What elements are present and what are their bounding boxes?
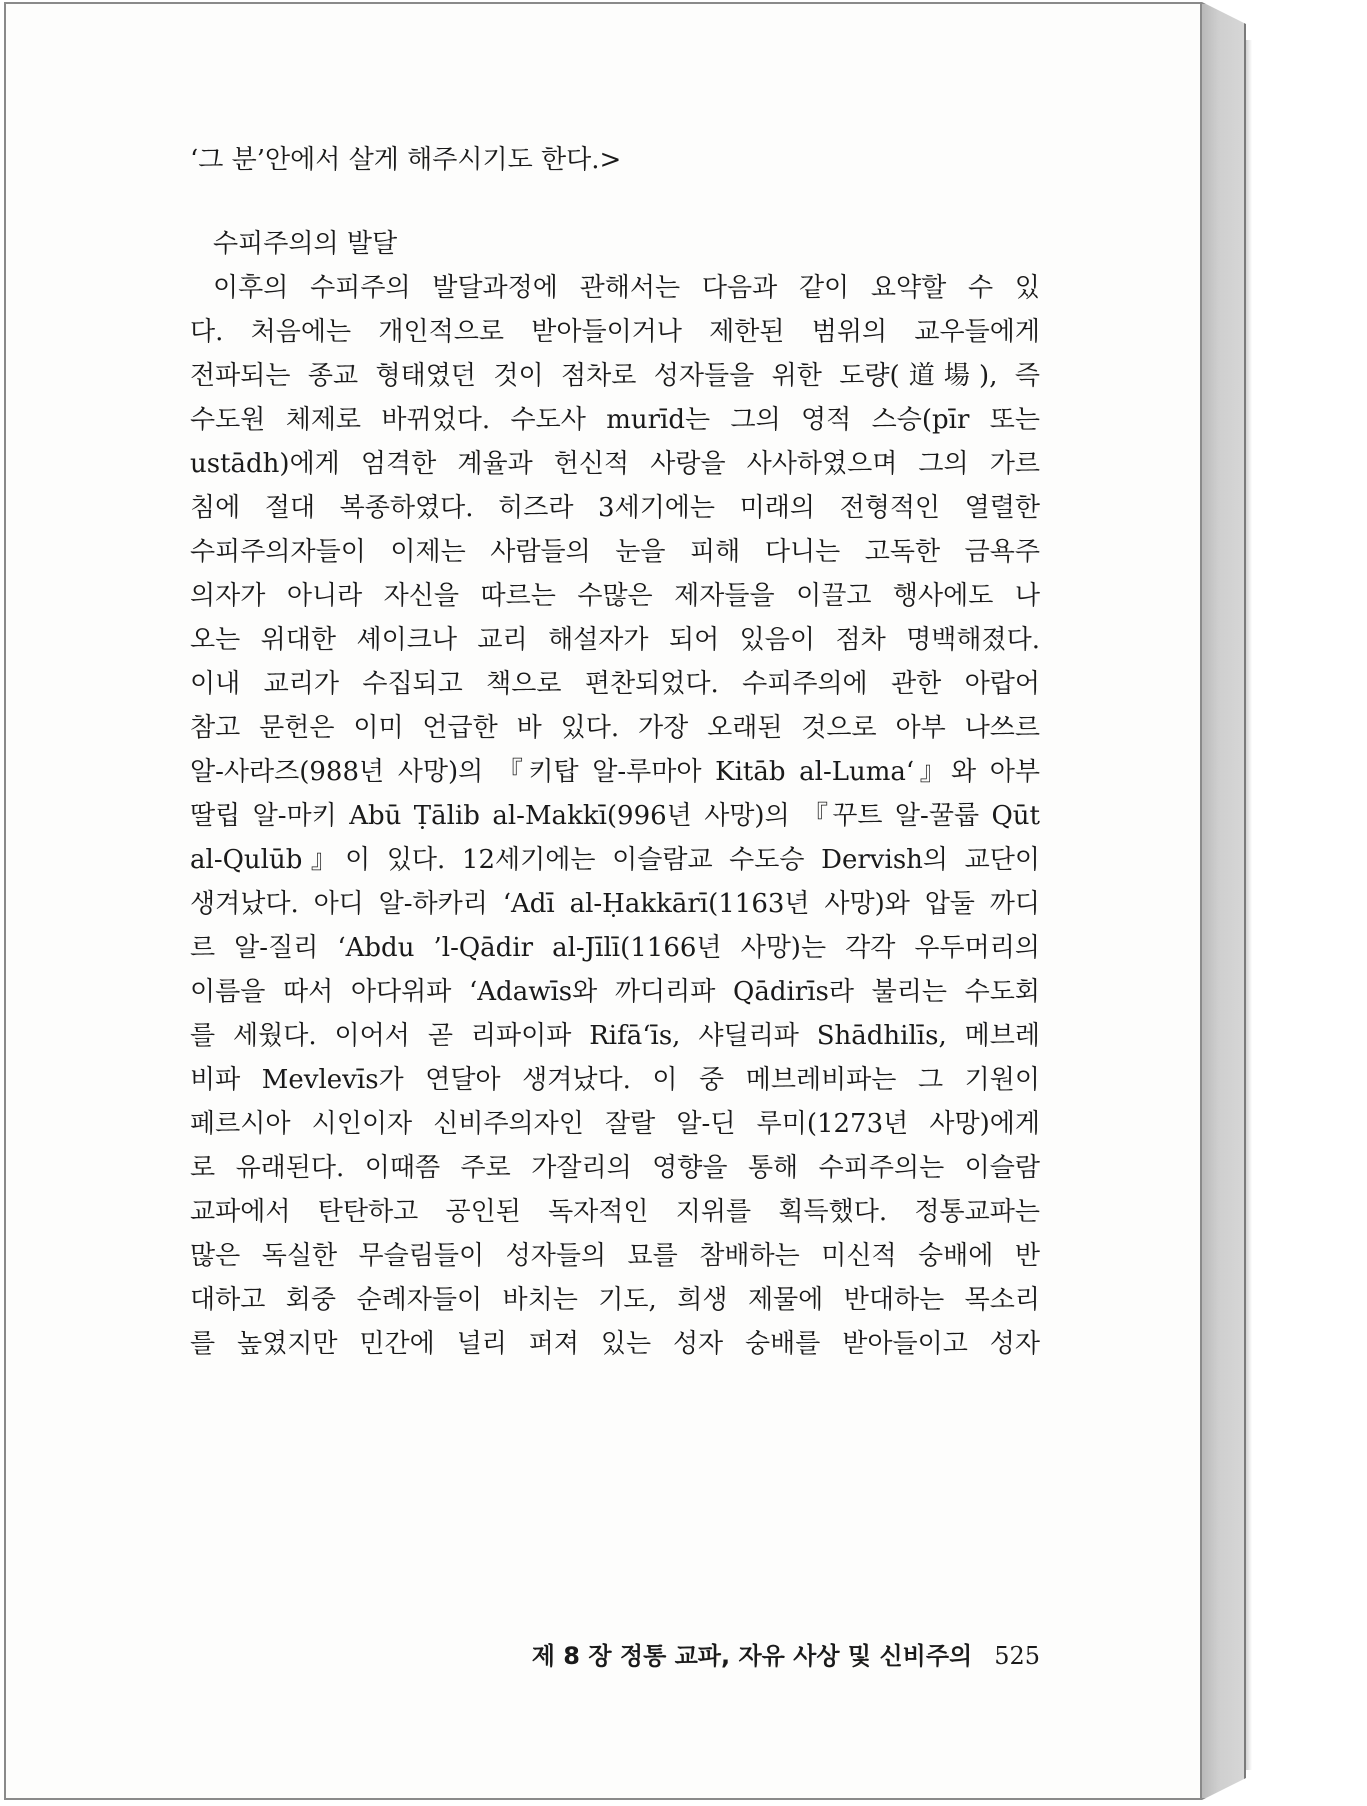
paragraph-line: 대하고 회중 순례자들이 바치는 기도, 희생 제물에 반대하는 목소리 [190, 1285, 1040, 1315]
book-spine-edge [1202, 2, 1246, 1800]
paragraph-line: 다. 처음에는 개인적으로 받아들이거나 제한된 범위의 교우들에게 [190, 317, 1040, 347]
paragraph-line: 알-사라즈(988년 사망)의 『키탑 알-루마아 Kitāb al-Luma‘』와 아부 [190, 757, 1040, 787]
paragraph-line: 로 유래된다. 이때쯤 주로 가잘리의 영향을 통해 수피주의는 이슬람 [190, 1153, 1040, 1183]
paragraph-line: 르 알-질리 ‘Abdu ’l-Qādir al-Jīlī(1166년 사망)는 각각 우두머리의 [190, 933, 1040, 963]
page-number: 525 [994, 1642, 1040, 1670]
paragraph-line: 를 세웠다. 이어서 곧 리파이파 Rifā‘īs, 샤딜리파 Shādhilīs, 메브레 [190, 1021, 1040, 1051]
paragraph-line: 침에 절대 복종하였다. 히즈라 3세기에는 미래의 전형적인 열렬한 [190, 493, 1040, 523]
paragraph-line: 이름을 따서 아다위파 ‘Adawīs와 까디리파 Qādirīs라 불리는 수도회 [190, 977, 1040, 1007]
paragraph-line: 를 높였지만 민간에 널리 퍼져 있는 성자 숭배를 받아들이고 성자 [190, 1329, 1040, 1359]
paragraph-line: 많은 독실한 무슬림들이 성자들의 묘를 참배하는 미신적 숭배에 반 [190, 1241, 1040, 1271]
paragraph-line: 수피주의자들이 이제는 사람들의 눈을 피해 다니는 고독한 금욕주 [190, 537, 1040, 567]
paragraph-line: al-Qulūb』이 있다. 12세기에는 이슬람교 수도승 Dervish의 교단이 [190, 845, 1040, 875]
paragraph-line: 이후의 수피주의 발달과정에 관해서는 다음과 같이 요약할 수 있 [213, 273, 1040, 303]
opening-line: ‘그 분’안에서 살게 해주시기도 한다.> [190, 145, 622, 175]
paragraph-line: ustādh)에게 엄격한 계율과 헌신적 사랑을 사사하였으며 그의 가르 [190, 449, 1040, 479]
paragraph-line: 생겨났다. 아디 알-하카리 ‘Adī al-Ḥakkārī(1163년 사망)와 압둘 까디 [190, 889, 1040, 919]
paragraph-line: 전파되는 종교 형태였던 것이 점차로 성자들을 위한 도량(道場), 즉 [190, 361, 1040, 391]
paragraph-line: 의자가 아니라 자신을 따르는 수많은 제자들을 이끌고 행사에도 나 [190, 581, 1040, 611]
paragraph-line: 딸립 알-마키 Abū Ṭālib al-Makkī(996년 사망)의 『꾸트 알-꿀룹 Qūt [190, 801, 1040, 831]
paragraph-line: 참고 문헌은 이미 언급한 바 있다. 가장 오래된 것으로 아부 나쓰르 [190, 713, 1040, 743]
paragraph-line: 이내 교리가 수집되고 책으로 편찬되었다. 수피주의에 관한 아랍어 [190, 669, 1040, 699]
paragraph-line: 수도원 체제로 바뀌었다. 수도사 murīd는 그의 영적 스승(pīr 또는 [190, 405, 1040, 435]
paragraph-line: 교파에서 탄탄하고 공인된 독자적인 지위를 획득했다. 정통교파는 [190, 1197, 1040, 1227]
running-footer [190, 1636, 1040, 1676]
book-page [4, 2, 1202, 1800]
paragraph-line: 비파 Mevlevīs가 연달아 생겨났다. 이 중 메브레비파는 그 기원이 [190, 1065, 1040, 1095]
paragraph-line: 오는 위대한 셰이크나 교리 해설자가 되어 있음이 점차 명백해졌다. [190, 625, 1040, 655]
spine-shadow [1246, 40, 1252, 1770]
paragraph-line: 페르시아 시인이자 신비주의자인 잘랄 알-딘 루미(1273년 사망)에게 [190, 1109, 1040, 1139]
section-heading: 수피주의의 발달 [213, 229, 398, 259]
footer-chapter-title: 제 8 장 정통 교파, 자유 사상 및 신비주의 [531, 1642, 973, 1670]
